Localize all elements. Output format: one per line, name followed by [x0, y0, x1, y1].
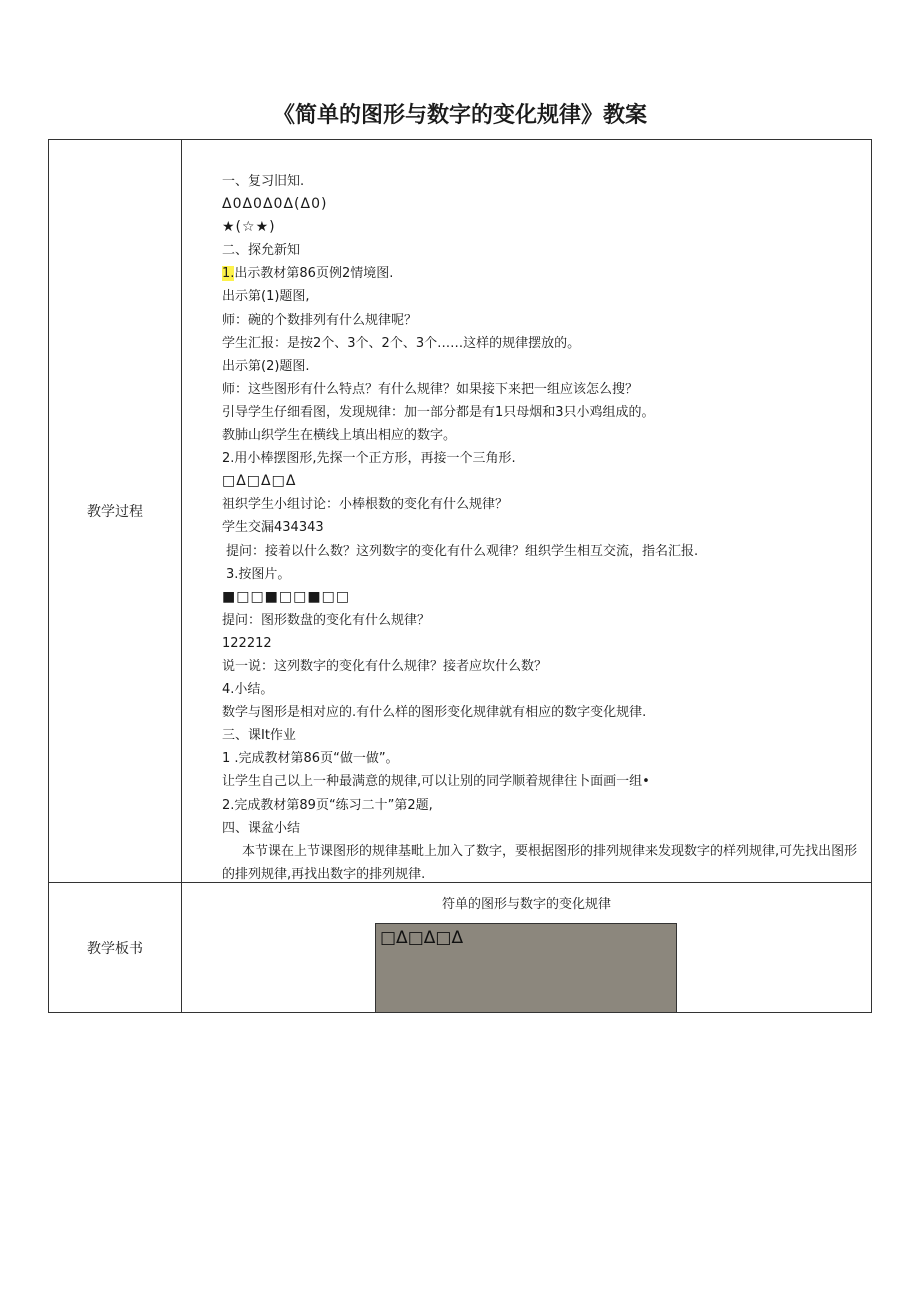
board-shape-pattern: □Δ□Δ□Δ	[380, 928, 464, 948]
triangle-pattern: Δ0Δ0Δ0Δ(Δ0)	[222, 196, 328, 213]
step-4-line: 4.小结。	[222, 682, 274, 698]
summary-paragraph: 本节课在上节课图形的规律基毗上加入了数字，要根据图形的排列规律来发现数字的样列规律,可先找出图形的排列规律,再找出数字的排列规律.	[222, 843, 858, 882]
text-line: 祖织学生小组讨论：小棒根数的变化有什么规律？	[222, 497, 509, 513]
text-line: 师：碗的个数排列有什么规律呢？	[222, 312, 418, 328]
page-title: 《简单的图形与数字的变化规律》教案	[272, 103, 647, 128]
text-line: 说一说：这列数字的变化有什么规律？接者应坎什么数？	[222, 658, 548, 674]
step-3-line: 3.按图片。	[226, 566, 291, 582]
board-row	[49, 883, 872, 1013]
text-line: 1 .完成教材第86页“做一做”。	[222, 751, 399, 767]
step-1-text: 出示教材第86页例2情境图.	[234, 266, 394, 282]
step-1-number: 1.	[222, 266, 235, 282]
text-line: 师：这些图形有什么特点？有什么规律？如果接下来把一组应该怎么搜？	[222, 381, 639, 397]
process-content	[182, 140, 872, 883]
section-homework-heading: 三、课It作业	[222, 728, 296, 744]
star-pattern: ★(☆★)	[222, 219, 276, 236]
board-content	[182, 883, 872, 1013]
step-1-line	[222, 262, 863, 285]
square-pattern: ■□□■□□■□□	[222, 588, 351, 605]
board-label: 教学板书	[49, 883, 182, 1013]
text-line: 学生汇报：是按2个、3个、2个、3个……这样的规律摆放的。	[222, 335, 581, 351]
board-title: 符单的图形与数字的变化规律	[441, 897, 611, 912]
text-line: 数学与图形是相对应的.有什么样的图形变化规律就有相应的数字变化规律.	[222, 705, 647, 721]
blackboard	[375, 923, 677, 1012]
text-line: 让学生自己以上一种最满意的规律,可以让别的同学顺着规律往卜面画一组•	[222, 774, 650, 790]
text-line: 2.完成教材第89页“练习二十”第2题,	[222, 797, 433, 813]
text-line: 教肺山织学生在横线上填出相应的数字。	[222, 428, 457, 444]
text-line: 引导学生仔细看图，发现规律：加一部分都是有1只母烟和3只小鸡组成的。	[222, 404, 655, 420]
process-label: 教学过程	[49, 140, 182, 883]
square-triangle-pattern: □Δ□Δ□Δ	[222, 473, 297, 490]
section-review-heading: 一、复习旧知.	[222, 174, 305, 189]
text-line: 提问：接着以什么数？这列数字的变化有什么观律？组织学生相互交流，指名汇报.	[226, 543, 699, 559]
step-2-line: 2.用小棒摆图形,先探一个正方形，再接一个三角形.	[222, 451, 516, 467]
process-row	[49, 140, 872, 883]
text-line: 提问：图形数盘的变化有什么规律？	[222, 612, 431, 628]
section-explore-heading: 二、探允新知	[222, 243, 301, 259]
section-summary-heading: 四、课盆小结	[222, 820, 301, 836]
text-line: 学生交漏434343	[222, 520, 324, 536]
text-line: 出示第(1)题图,	[222, 289, 310, 305]
text-line: 出示第(2)题图.	[222, 358, 310, 374]
lesson-plan-table	[48, 139, 872, 1013]
number-pattern: 122212	[222, 635, 272, 651]
